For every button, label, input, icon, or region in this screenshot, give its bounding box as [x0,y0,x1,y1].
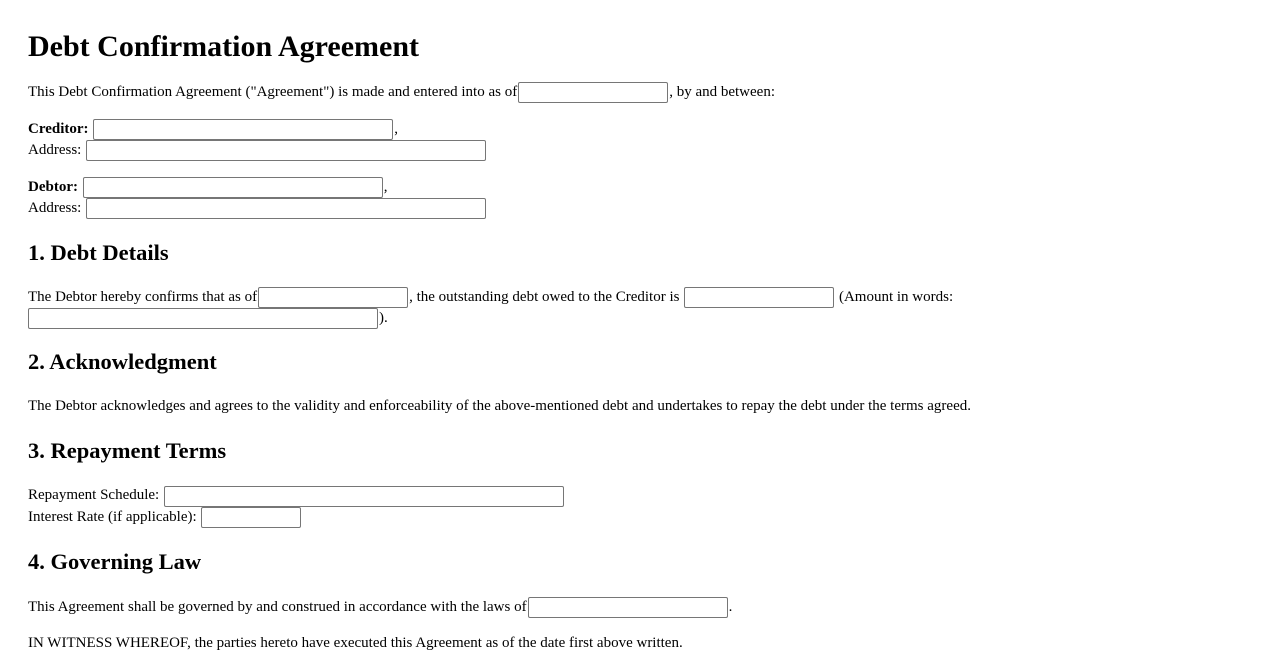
creditor-address-label: Address: [28,142,82,159]
page-title: Debt Confirmation Agreement [28,30,420,63]
interest-rate-input[interactable] [201,507,301,528]
debt-details-paragraph [28,287,1250,329]
governing-law-period: . [728,598,733,615]
debtor-address-label: Address: [28,200,82,217]
debtor-comma: , [383,179,388,196]
debtor-address-input[interactable] [86,198,486,219]
intro-paragraph [28,82,1250,103]
debt-amount-input[interactable] [684,287,834,308]
section-2-heading: 2. Acknowledgment [28,349,217,375]
acknowledgment-text: The Debtor acknowledges and agrees to the validity and enforceability of the above-mentioned debt and undertakes to repay the debt under the terms agreed. [28,398,971,415]
agreement-date-input[interactable] [518,82,668,103]
intro-text: This Debt Confirmation Agreement ("Agreement") is made and entered into as of [28,84,518,100]
debt-details-text-b: , the outstanding debt owed to the Creditor is [409,289,680,306]
interest-rate-label: Interest Rate (if applicable): [28,508,197,525]
debt-details-text-c: (Amount in words: [838,289,954,306]
governing-law-input[interactable] [528,597,728,618]
governing-law-text: This Agreement shall be governed by and construed in accordance with the laws of [28,598,527,615]
debtor-block [28,177,1250,219]
governing-law-paragraph [28,597,1250,618]
creditor-name-input[interactable] [93,119,393,140]
section-1-heading: 1. Debt Details [28,240,169,266]
debt-details-text-a: The Debtor hereby confirms that as of [28,289,258,306]
repayment-schedule-label: Repayment Schedule: [28,487,160,504]
debt-as-of-date-input[interactable] [258,287,408,308]
debtor-name-input[interactable] [83,177,383,198]
creditor-label: Creditor: [28,121,89,138]
creditor-comma: , [394,121,399,138]
debt-details-text-d: ). [379,310,388,327]
creditor-address-input[interactable] [86,140,486,161]
repayment-schedule-input[interactable] [164,486,564,507]
creditor-block [28,119,1250,161]
intro-trailing-text: , by and between: [669,84,775,100]
amount-in-words-input[interactable] [28,308,378,329]
debtor-label: Debtor: [28,179,78,196]
witness-text: IN WITNESS WHEREOF, the parties hereto have executed this Agreement as of the date first above written. [28,634,683,651]
section-3-heading: 3. Repayment Terms [28,438,227,464]
section-4-heading: 4. Governing Law [28,548,202,574]
repayment-terms-block [28,485,1250,527]
